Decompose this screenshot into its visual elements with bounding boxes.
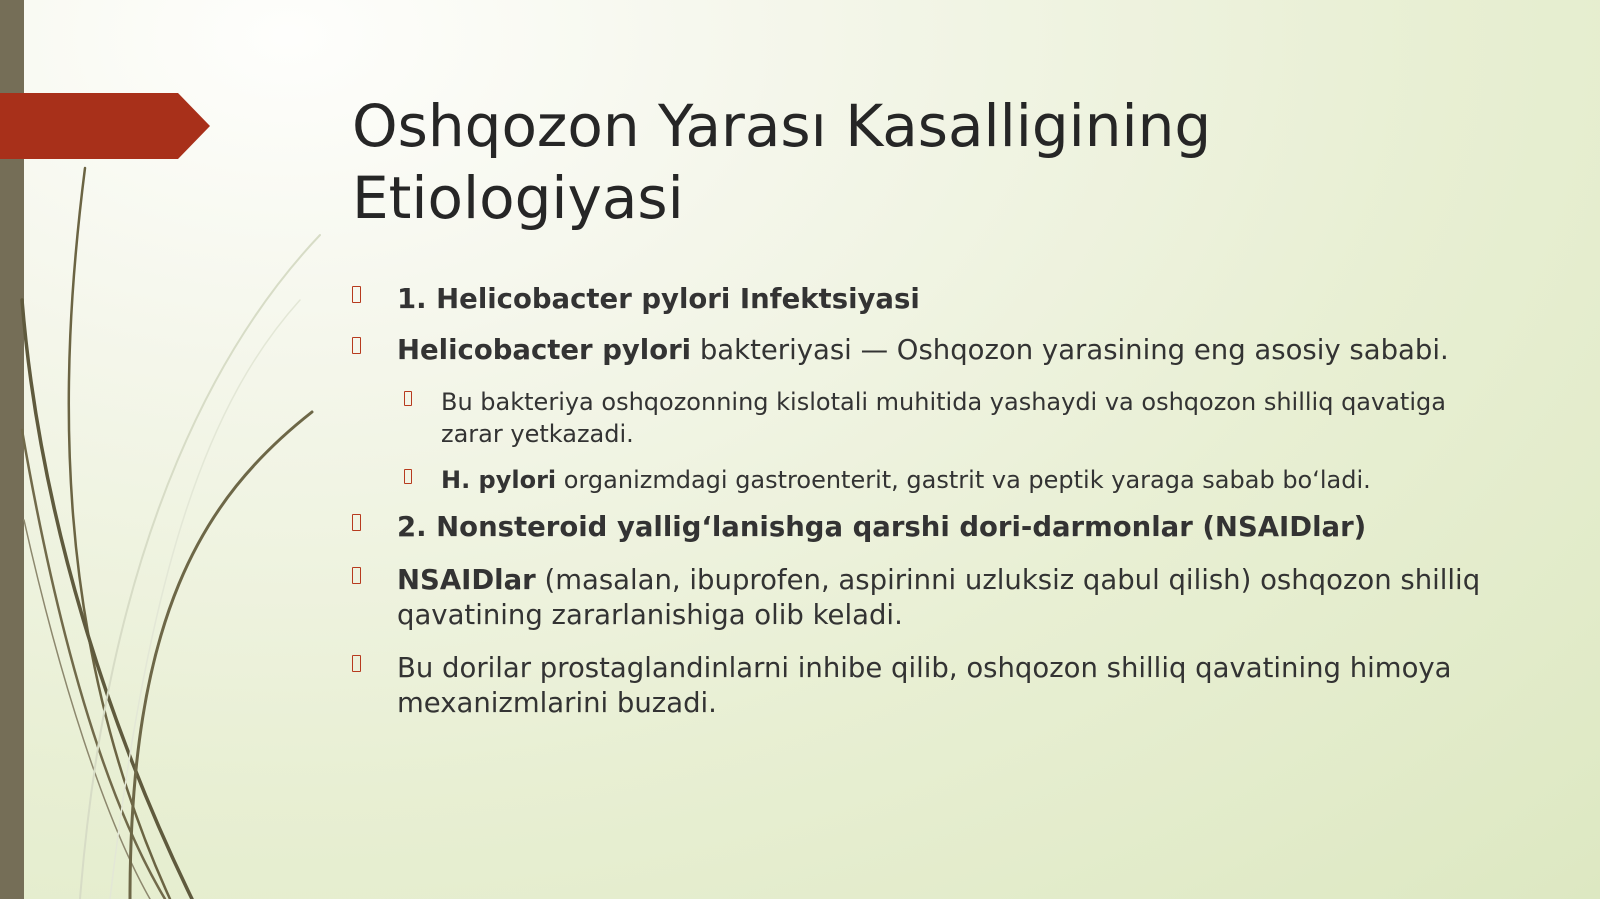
item-bold-text: H. pylori: [441, 466, 557, 494]
item-text: Bu bakteriya oshqozonning kislotali muhitida yashaydi va oshqozon shilliq qavatiga zarar yetkazadi.: [441, 388, 1446, 448]
bullet-icon: [352, 337, 361, 354]
sub-list-item: [404, 464, 1502, 496]
bullet-icon: [352, 655, 361, 672]
bullet-icon: [352, 567, 361, 584]
title-line-1: Oshqozon Yarası Kasalligining: [352, 92, 1212, 160]
item-bold-text: Helicobacter pylori: [397, 334, 692, 366]
item-bold-text: 2. Nonsteroid yallig‘lanishga qarshi dori-darmonlar (NSAIDlar): [397, 511, 1367, 543]
list-item: [352, 563, 1502, 633]
bullet-icon: [404, 469, 412, 484]
list-item: [352, 282, 1502, 317]
item-text: bakteriyasi — Oshqozon yarasining eng asosiy sababi.: [691, 334, 1449, 366]
list-item: [352, 651, 1502, 721]
bullet-list: [352, 282, 1502, 739]
list-item: [352, 510, 1502, 545]
item-text: Bu dorilar prostaglandinlarni inhibe qilib, oshqozon shilliq qavatining himoya mexanizmlarini buzadi.: [397, 652, 1452, 719]
accent-arrow-shape: [0, 93, 210, 159]
item-text: (masalan, ibuprofen, aspirinni uzluksiz qabul qilish) oshqozon shilliq qavatining zararlanishiga olib keladi.: [397, 564, 1481, 631]
bullet-icon: [352, 286, 361, 303]
item-bold-text: 1. Helicobacter pylori Infektsiyasi: [397, 283, 920, 315]
title-line-2: Etiologiyasi: [352, 164, 684, 232]
item-text: organizmdagi gastroenterit, gastrit va peptik yaraga sabab bo‘ladi.: [556, 466, 1371, 494]
list-item: [352, 333, 1502, 368]
bullet-icon: [352, 514, 361, 531]
slide-title: [352, 90, 1532, 234]
item-bold-text: NSAIDlar: [397, 564, 536, 596]
sub-list-item: [404, 386, 1502, 450]
bullet-icon: [404, 391, 412, 406]
